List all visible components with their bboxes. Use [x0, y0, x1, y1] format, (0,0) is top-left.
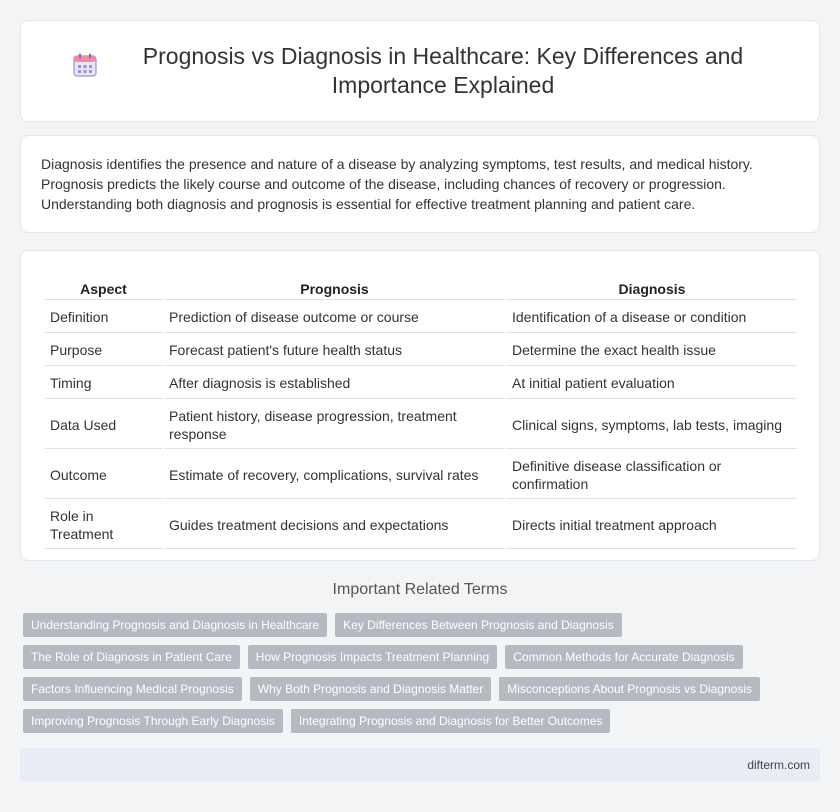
tag-row: [23, 677, 823, 701]
cell-prognosis: Prediction of disease outcome or course: [164, 302, 505, 333]
cell-diagnosis: At initial patient evaluation: [507, 368, 797, 399]
cell-aspect: Purpose: [45, 335, 162, 366]
cell-prognosis: After diagnosis is established: [164, 368, 505, 399]
related-term-tag[interactable]: Misconceptions About Prognosis vs Diagnosis: [499, 677, 760, 701]
cell-prognosis: Forecast patient's future health status: [164, 335, 505, 366]
related-term-tag[interactable]: The Role of Diagnosis in Patient Care: [23, 645, 240, 669]
tag-row: [23, 709, 823, 733]
related-term-tag[interactable]: How Prognosis Impacts Treatment Planning: [248, 645, 497, 669]
tag-row: [23, 645, 823, 669]
page-title: Prognosis vs Diagnosis in Healthcare: Key Differences and Importance Explained: [142, 43, 744, 98]
related-term-tag[interactable]: Improving Prognosis Through Early Diagnosis: [23, 709, 283, 733]
related-terms-tags: [23, 613, 823, 741]
cell-aspect: Timing: [45, 368, 162, 399]
cell-diagnosis: Definitive disease classification or confirmation: [507, 451, 797, 499]
cell-aspect: Data Used: [45, 401, 162, 449]
tag-row: [23, 613, 823, 637]
related-term-tag[interactable]: Understanding Prognosis and Diagnosis in Healthcare: [23, 613, 327, 637]
related-term-tag[interactable]: Factors Influencing Medical Prognosis: [23, 677, 242, 701]
footer-site-link[interactable]: difterm.com: [747, 757, 810, 772]
header-diagnosis: Diagnosis: [507, 278, 797, 300]
cell-diagnosis: Clinical signs, symptoms, lab tests, imaging: [507, 401, 797, 449]
table-header-row: [45, 278, 797, 300]
related-terms-title: Important Related Terms: [332, 581, 508, 598]
related-term-tag[interactable]: Key Differences Between Prognosis and Diagnosis: [335, 613, 622, 637]
intro-card: [20, 135, 820, 233]
comparison-table: [43, 276, 799, 551]
title-card: [20, 20, 820, 122]
cell-aspect: Outcome: [45, 451, 162, 499]
table-row: [45, 302, 797, 333]
intro-text: Diagnosis identifies the presence and nature of a disease by analyzing symptoms, test results, and medical history. Prognosis predicts the likely course and outcome of the disease, including chances of recovery or progression. Understanding both diagnosis and prognosis is essential for effective treatment planning and patient care.: [41, 156, 753, 212]
table-row: [45, 368, 797, 399]
cell-diagnosis: Directs initial treatment approach: [507, 501, 797, 549]
cell-diagnosis: Determine the exact health issue: [507, 335, 797, 366]
header-prognosis: Prognosis: [164, 278, 505, 300]
comparison-table-card: [20, 250, 820, 561]
cell-diagnosis: Identification of a disease or condition: [507, 302, 797, 333]
cell-prognosis: Guides treatment decisions and expectations: [164, 501, 505, 549]
related-term-tag[interactable]: Integrating Prognosis and Diagnosis for Better Outcomes: [291, 709, 611, 733]
calendar-icon: [72, 52, 98, 78]
cell-prognosis: Patient history, disease progression, treatment response: [164, 401, 505, 449]
table-row: [45, 401, 797, 449]
cell-prognosis: Estimate of recovery, complications, survival rates: [164, 451, 505, 499]
related-term-tag[interactable]: Common Methods for Accurate Diagnosis: [505, 645, 742, 669]
cell-aspect: Definition: [45, 302, 162, 333]
cell-aspect: Role in Treatment: [45, 501, 162, 549]
footer: [20, 748, 820, 781]
related-term-tag[interactable]: Why Both Prognosis and Diagnosis Matter: [250, 677, 491, 701]
header-aspect: Aspect: [45, 278, 162, 300]
table-row: [45, 335, 797, 366]
title-wrap: [72, 42, 768, 100]
table-row: [45, 501, 797, 549]
table-row: [45, 451, 797, 499]
